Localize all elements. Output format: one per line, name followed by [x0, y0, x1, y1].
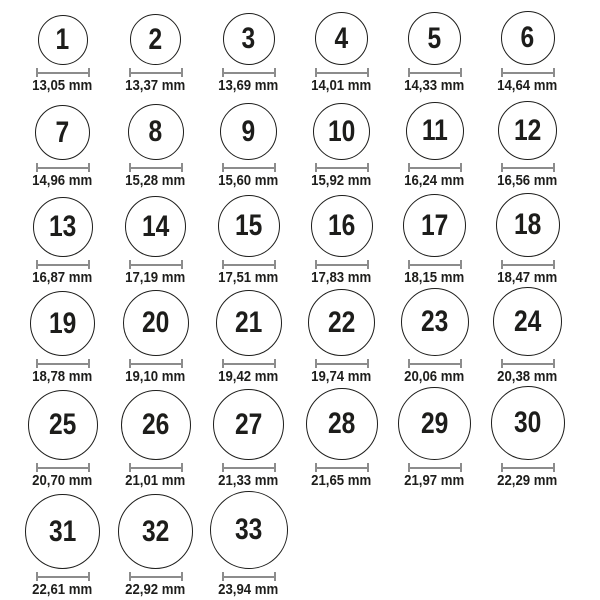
- ring-cell: [202, 491, 295, 599]
- diameter-ruler: [36, 572, 90, 581]
- ruler-right-tick-icon: [274, 359, 276, 368]
- ruler-line: [317, 167, 367, 169]
- diameter-ruler: [36, 68, 90, 77]
- ruler-right-tick-icon: [88, 463, 90, 472]
- ring-cell: [202, 290, 295, 386]
- ring-cell: [295, 289, 388, 386]
- diameter-ruler: [222, 463, 276, 472]
- ruler-right-tick-icon: [367, 463, 369, 472]
- ring-circle: [398, 387, 471, 460]
- diameter-label: 16,24 mm: [404, 172, 465, 189]
- ring-size-number: 29: [420, 406, 449, 440]
- ruler-line: [410, 264, 460, 266]
- ring-size-number: 26: [141, 408, 170, 441]
- diameter-ruler: [408, 163, 462, 172]
- diameter-ruler: [408, 463, 462, 472]
- ring-size-number: 33: [234, 513, 263, 546]
- diameter-label: 22,61 mm: [32, 581, 93, 598]
- ring-size-number: 5: [427, 21, 442, 55]
- ring-size-number: 9: [241, 114, 256, 148]
- diameter-ruler: [36, 359, 90, 368]
- diameter-ruler: [501, 359, 555, 368]
- diameter-ruler: [315, 163, 369, 172]
- ring-circle: [125, 196, 186, 257]
- diameter-label: 20,06 mm: [404, 368, 465, 385]
- diameter-label: 14,33 mm: [404, 77, 465, 94]
- ring-circle: [216, 290, 282, 356]
- ruler-line: [38, 72, 88, 74]
- ring-row: [16, 0, 600, 95]
- ring-circle: [403, 194, 466, 257]
- ring-cell: [481, 386, 574, 490]
- ring-cell: [481, 193, 574, 287]
- diameter-ruler: [501, 463, 555, 472]
- ruler-right-tick-icon: [460, 260, 462, 269]
- ring-size-number: 17: [420, 208, 449, 242]
- ring-circle: [30, 291, 95, 356]
- ring-cell: [295, 12, 388, 95]
- ring-size-number: 28: [327, 407, 356, 440]
- ring-cell: [295, 388, 388, 490]
- ruler-line: [410, 467, 460, 469]
- ruler-right-tick-icon: [88, 260, 90, 269]
- diameter-ruler: [36, 463, 90, 472]
- diameter-ruler: [408, 359, 462, 368]
- ruler-right-tick-icon: [181, 463, 183, 472]
- ring-circle: [123, 290, 189, 356]
- diameter-ruler: [129, 68, 183, 77]
- diameter-ruler: [129, 163, 183, 172]
- ring-cell: [202, 103, 295, 190]
- ring-size-number: 2: [148, 22, 163, 56]
- ring-circle: [493, 287, 562, 356]
- diameter-ruler: [222, 359, 276, 368]
- diameter-label: 22,92 mm: [125, 581, 186, 598]
- diameter-label: 18,15 mm: [404, 269, 465, 286]
- ring-cell: [388, 102, 481, 190]
- diameter-ruler: [129, 359, 183, 368]
- ring-cell: [109, 14, 202, 95]
- ring-circle: [33, 197, 93, 257]
- ring-cell: [388, 288, 481, 386]
- ruler-line: [131, 72, 181, 74]
- ruler-line: [410, 72, 460, 74]
- ruler-right-tick-icon: [274, 163, 276, 172]
- ruler-line: [38, 167, 88, 169]
- ruler-line: [224, 264, 274, 266]
- ruler-right-tick-icon: [274, 260, 276, 269]
- diameter-label: 21,65 mm: [311, 472, 372, 489]
- diameter-label: 19,74 mm: [311, 368, 372, 385]
- ruler-line: [131, 467, 181, 469]
- ring-cell: [16, 390, 109, 490]
- ruler-right-tick-icon: [88, 68, 90, 77]
- ruler-line: [410, 167, 460, 169]
- ruler-right-tick-icon: [460, 68, 462, 77]
- ruler-right-tick-icon: [274, 68, 276, 77]
- ring-size-number: 3: [241, 22, 256, 55]
- ring-circle: [25, 494, 100, 569]
- diameter-ruler: [315, 260, 369, 269]
- ruler-line: [224, 167, 274, 169]
- ring-cell: [202, 195, 295, 287]
- ruler-right-tick-icon: [88, 163, 90, 172]
- ring-circle: [130, 14, 181, 65]
- ring-size-number: 21: [234, 306, 263, 339]
- ring-cell: [109, 390, 202, 490]
- ruler-line: [131, 363, 181, 365]
- ruler-line: [224, 576, 274, 578]
- ring-cell: [295, 195, 388, 287]
- ring-size-number: 23: [420, 305, 449, 338]
- ring-circle: [28, 390, 98, 460]
- ring-size-number: 11: [421, 114, 448, 147]
- ring-circle: [223, 13, 275, 65]
- ring-circle: [121, 390, 191, 460]
- diameter-label: 15,60 mm: [218, 172, 279, 189]
- ruler-line: [38, 576, 88, 578]
- ring-circle: [213, 389, 284, 460]
- ruler-right-tick-icon: [181, 572, 183, 581]
- diameter-ruler: [222, 260, 276, 269]
- ring-cell: [481, 287, 574, 386]
- ring-size-number: 15: [234, 209, 263, 242]
- ring-circle: [311, 195, 373, 257]
- ruler-right-tick-icon: [553, 163, 555, 172]
- diameter-ruler: [129, 572, 183, 581]
- ring-cell: [202, 13, 295, 95]
- diameter-label: 14,64 mm: [497, 77, 558, 94]
- diameter-label: 23,94 mm: [218, 581, 279, 598]
- ring-row: [16, 490, 600, 599]
- ruler-right-tick-icon: [553, 463, 555, 472]
- ring-circle: [315, 12, 368, 65]
- ruler-right-tick-icon: [181, 359, 183, 368]
- diameter-label: 16,87 mm: [32, 269, 93, 286]
- diameter-label: 19,42 mm: [218, 368, 279, 385]
- ruler-right-tick-icon: [181, 68, 183, 77]
- ring-cell: [202, 389, 295, 490]
- ruler-line: [38, 467, 88, 469]
- ruler-right-tick-icon: [367, 68, 369, 77]
- ring-cell: [109, 196, 202, 287]
- diameter-label: 14,96 mm: [32, 172, 93, 189]
- ring-circle: [38, 15, 88, 65]
- diameter-label: 20,38 mm: [497, 368, 558, 385]
- diameter-label: 15,28 mm: [125, 172, 186, 189]
- ruler-right-tick-icon: [460, 163, 462, 172]
- ring-circle: [210, 491, 288, 569]
- diameter-label: 13,69 mm: [218, 77, 279, 94]
- ring-size-number: 27: [234, 407, 263, 441]
- ring-size-number: 6: [520, 21, 535, 54]
- diameter-label: 22,29 mm: [497, 472, 558, 489]
- diameter-ruler: [408, 260, 462, 269]
- ruler-line: [503, 467, 553, 469]
- ring-circle: [408, 12, 461, 65]
- diameter-ruler: [315, 68, 369, 77]
- ring-circle: [496, 193, 560, 257]
- ruler-line: [38, 363, 88, 365]
- diameter-label: 21,01 mm: [125, 472, 186, 489]
- ruler-line: [317, 72, 367, 74]
- diameter-label: 18,78 mm: [32, 368, 93, 385]
- ring-row: [16, 386, 600, 490]
- ring-size-number: 8: [148, 115, 163, 148]
- ruler-line: [131, 167, 181, 169]
- ruler-line: [503, 72, 553, 74]
- ring-cell: [388, 387, 481, 490]
- ring-cell: [481, 101, 574, 190]
- ring-cell: [16, 494, 109, 599]
- diameter-ruler: [501, 260, 555, 269]
- ring-size-number: 18: [513, 208, 542, 241]
- diameter-ruler: [315, 359, 369, 368]
- ruler-line: [131, 576, 181, 578]
- ring-cell: [16, 291, 109, 386]
- ring-row: [16, 190, 600, 287]
- ruler-right-tick-icon: [181, 163, 183, 172]
- ring-circle: [491, 386, 565, 460]
- ring-circle: [218, 195, 280, 257]
- diameter-ruler: [222, 572, 276, 581]
- ruler-line: [317, 264, 367, 266]
- ring-cell: [109, 290, 202, 386]
- ring-circle: [501, 11, 555, 65]
- ring-circle: [498, 101, 557, 160]
- diameter-label: 16,56 mm: [497, 172, 558, 189]
- ruler-right-tick-icon: [274, 463, 276, 472]
- ring-size-number: 19: [48, 306, 77, 340]
- ring-circle: [313, 103, 370, 160]
- ruler-line: [224, 72, 274, 74]
- ruler-right-tick-icon: [88, 359, 90, 368]
- diameter-ruler: [501, 68, 555, 77]
- ruler-right-tick-icon: [367, 163, 369, 172]
- ring-size-number: 22: [327, 305, 356, 339]
- ring-size-number: 16: [327, 209, 356, 242]
- ring-size-number: 25: [48, 408, 77, 441]
- diameter-label: 20,70 mm: [32, 472, 93, 489]
- diameter-label: 13,05 mm: [32, 77, 93, 94]
- diameter-label: 17,83 mm: [311, 269, 372, 286]
- ring-circle: [128, 104, 184, 160]
- diameter-label: 15,92 mm: [311, 172, 372, 189]
- diameter-ruler: [222, 68, 276, 77]
- ruler-right-tick-icon: [274, 572, 276, 581]
- ruler-right-tick-icon: [553, 68, 555, 77]
- ring-cell: [109, 104, 202, 190]
- ring-size-number: 10: [327, 114, 356, 148]
- diameter-ruler: [129, 463, 183, 472]
- diameter-label: 19,10 mm: [125, 368, 186, 385]
- ruler-right-tick-icon: [367, 359, 369, 368]
- ring-size-number: 14: [141, 209, 170, 243]
- ring-cell: [388, 12, 481, 95]
- ruler-line: [38, 264, 88, 266]
- ring-size-number: 13: [48, 210, 77, 243]
- ruler-right-tick-icon: [88, 572, 90, 581]
- ruler-right-tick-icon: [367, 260, 369, 269]
- ring-cell: [109, 494, 202, 599]
- diameter-label: 18,47 mm: [497, 269, 558, 286]
- ruler-right-tick-icon: [553, 359, 555, 368]
- diameter-ruler: [408, 68, 462, 77]
- diameter-ruler: [129, 260, 183, 269]
- ring-size-number: 20: [141, 306, 170, 339]
- ring-cell: [16, 105, 109, 190]
- ruler-line: [131, 264, 181, 266]
- ruler-line: [503, 264, 553, 266]
- diameter-label: 17,19 mm: [125, 269, 186, 286]
- diameter-ruler: [36, 260, 90, 269]
- diameter-label: 17,51 mm: [218, 269, 279, 286]
- diameter-label: 21,33 mm: [218, 472, 279, 489]
- diameter-ruler: [36, 163, 90, 172]
- ring-circle: [35, 105, 90, 160]
- ring-cell: [295, 103, 388, 190]
- ring-cell: [388, 194, 481, 287]
- ring-circle: [308, 289, 375, 356]
- ruler-line: [410, 363, 460, 365]
- diameter-label: 21,97 mm: [404, 472, 465, 489]
- ruler-right-tick-icon: [460, 359, 462, 368]
- ring-size-number: 30: [513, 406, 542, 439]
- ring-cell: [16, 197, 109, 287]
- diameter-ruler: [501, 163, 555, 172]
- ring-size-number: 1: [55, 23, 70, 56]
- ring-circle: [306, 388, 378, 460]
- ring-circle: [118, 494, 193, 569]
- ruler-line: [224, 363, 274, 365]
- ring-circle: [406, 102, 464, 160]
- ruler-line: [503, 167, 553, 169]
- ring-row: [16, 287, 600, 386]
- ring-size-number: 7: [55, 115, 70, 149]
- ring-circle: [401, 288, 469, 356]
- ruler-line: [317, 363, 367, 365]
- diameter-ruler: [315, 463, 369, 472]
- ring-cell: [16, 15, 109, 95]
- ring-size-number: 32: [141, 514, 170, 548]
- ruler-line: [503, 363, 553, 365]
- ring-size-number: 31: [48, 514, 77, 548]
- ring-size-number: 12: [513, 113, 542, 147]
- diameter-label: 14,01 mm: [311, 77, 372, 94]
- ruler-right-tick-icon: [181, 260, 183, 269]
- ring-cell: [481, 11, 574, 95]
- ring-size-number: 24: [513, 304, 542, 338]
- ruler-line: [317, 467, 367, 469]
- diameter-ruler: [222, 163, 276, 172]
- ruler-right-tick-icon: [460, 463, 462, 472]
- ring-row: [16, 95, 600, 190]
- diameter-label: 13,37 mm: [125, 77, 186, 94]
- ruler-right-tick-icon: [553, 260, 555, 269]
- ring-circle: [220, 103, 277, 160]
- ring-size-number: 4: [334, 21, 349, 55]
- ruler-line: [224, 467, 274, 469]
